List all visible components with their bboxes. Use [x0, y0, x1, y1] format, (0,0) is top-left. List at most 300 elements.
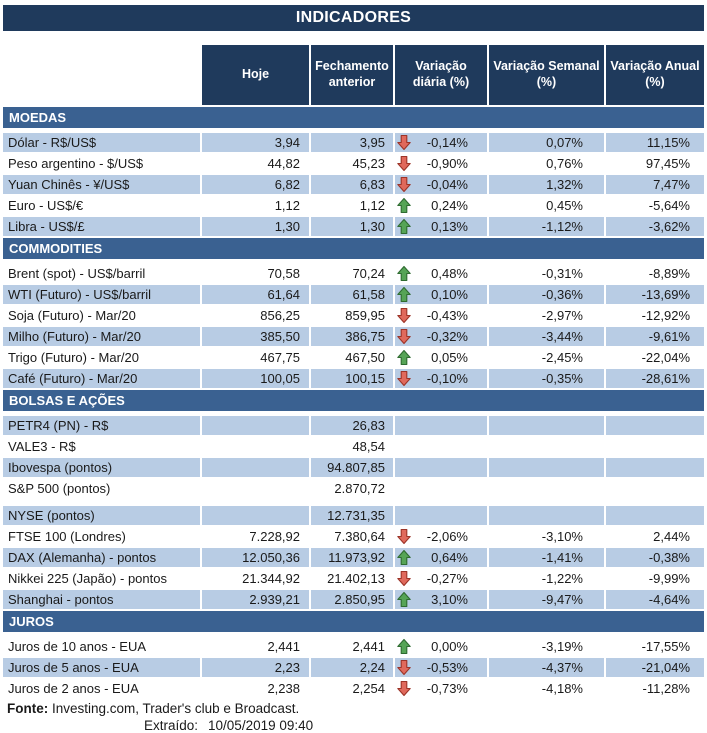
- cell-variacao-semanal[interactable]: [489, 348, 604, 367]
- row-label[interactable]: [3, 196, 200, 215]
- cell-value: 1,30: [274, 219, 300, 234]
- cell-hoje[interactable]: [202, 196, 309, 215]
- cell-variacao-semanal[interactable]: [489, 569, 604, 588]
- cell-value: 2,44%: [653, 529, 690, 544]
- cell-variacao-anual[interactable]: [606, 327, 704, 346]
- table-row: [3, 264, 704, 283]
- cell-hoje[interactable]: [202, 154, 309, 173]
- cell-value: -21,04%: [641, 660, 690, 675]
- cell-hoje[interactable]: [202, 306, 309, 325]
- cell-variacao-diaria[interactable]: [395, 416, 487, 435]
- cell-variacao-diaria[interactable]: [395, 285, 487, 304]
- cell-variacao-semanal[interactable]: [489, 506, 604, 525]
- cell-variacao-diaria[interactable]: [395, 306, 487, 325]
- cell-value: -22,04%: [641, 350, 690, 365]
- cell-value: FTSE 100 (Londres): [8, 529, 126, 544]
- table-row: [3, 458, 704, 477]
- header-spacer-cell: [3, 45, 200, 105]
- cell-fechamento[interactable]: [311, 458, 393, 477]
- cell-value: -2,06%: [426, 529, 468, 544]
- cell-value: Trigo (Futuro) - Mar/20: [8, 350, 139, 365]
- cell-value: PETR4 (PN) - R$: [8, 418, 109, 433]
- row-label[interactable]: [3, 369, 200, 388]
- cell-value: 1,30: [359, 219, 385, 234]
- cell-value: -0,53%: [426, 660, 468, 675]
- row-label[interactable]: [3, 217, 200, 236]
- row-label[interactable]: [3, 569, 200, 588]
- cell-hoje[interactable]: [202, 327, 309, 346]
- cell-variacao-anual[interactable]: [606, 154, 704, 173]
- cell-value: -1,41%: [541, 550, 583, 565]
- cell-value: 97,45%: [645, 156, 690, 171]
- cell-value: -17,55%: [641, 639, 690, 654]
- row-label[interactable]: [3, 154, 200, 173]
- cell-variacao-anual[interactable]: [606, 348, 704, 367]
- arrow-down-icon: [396, 307, 411, 324]
- cell-variacao-semanal[interactable]: [489, 264, 604, 283]
- row-label[interactable]: [3, 637, 200, 656]
- cell-variacao-semanal[interactable]: [489, 527, 604, 546]
- cell-fechamento[interactable]: [311, 348, 393, 367]
- cell-variacao-semanal[interactable]: [489, 658, 604, 677]
- cell-value: -28,61%: [641, 371, 690, 386]
- cell-value: Shanghai - pontos: [8, 592, 114, 607]
- cell-variacao-semanal[interactable]: [489, 327, 604, 346]
- arrow-down-icon: [396, 176, 411, 193]
- arrow-down-icon: [396, 659, 411, 676]
- cell-value: -1,12%: [541, 219, 583, 234]
- cell-hoje[interactable]: [202, 458, 309, 477]
- cell-hoje[interactable]: [202, 217, 309, 236]
- cell-hoje[interactable]: [202, 548, 309, 567]
- cell-hoje[interactable]: [202, 285, 309, 304]
- table-row: [3, 590, 704, 609]
- cell-fechamento[interactable]: [311, 527, 393, 546]
- cell-value: -0,32%: [426, 329, 468, 344]
- cell-value: 467,50: [345, 350, 385, 365]
- cell-value: 2,238: [267, 681, 300, 696]
- extracted-label: Extraído:: [144, 718, 199, 733]
- cell-value: 467,75: [260, 350, 300, 365]
- cell-value: 386,75: [345, 329, 385, 344]
- arrow-up-icon: [396, 265, 411, 282]
- cell-value: 7.228,92: [249, 529, 300, 544]
- table-row: [3, 658, 704, 677]
- cell-variacao-diaria[interactable]: [395, 133, 487, 152]
- cell-variacao-semanal[interactable]: [489, 175, 604, 194]
- cell-value: 21.402,13: [327, 571, 385, 586]
- cell-value: Euro - US$/€: [8, 198, 84, 213]
- cell-value: Juros de 2 anos - EUA: [8, 681, 139, 696]
- cell-value: 2,441: [352, 639, 385, 654]
- cell-hoje[interactable]: [202, 437, 309, 456]
- cell-variacao-anual[interactable]: [606, 369, 704, 388]
- cell-variacao-diaria[interactable]: [395, 264, 487, 283]
- cell-value: 859,95: [345, 308, 385, 323]
- table-body: [3, 107, 704, 698]
- cell-fechamento[interactable]: [311, 133, 393, 152]
- cell-variacao-diaria[interactable]: [395, 458, 487, 477]
- cell-value: 0,64%: [431, 550, 468, 565]
- cell-variacao-semanal[interactable]: [489, 217, 604, 236]
- cell-value: 0,07%: [546, 135, 583, 150]
- cell-value: -9,99%: [648, 571, 690, 586]
- cell-value: Dólar - R$/US$: [8, 135, 97, 150]
- cell-variacao-semanal[interactable]: [489, 479, 604, 498]
- cell-value: Libra - US$/£: [8, 219, 85, 234]
- cell-variacao-anual[interactable]: [606, 416, 704, 435]
- cell-value: 12.731,35: [327, 508, 385, 523]
- column-header-row: [3, 45, 704, 105]
- cell-value: -4,37%: [541, 660, 583, 675]
- cell-variacao-anual[interactable]: [606, 479, 704, 498]
- cell-fechamento[interactable]: [311, 175, 393, 194]
- cell-variacao-diaria[interactable]: [395, 590, 487, 609]
- cell-value: 0,45%: [546, 198, 583, 213]
- cell-variacao-semanal[interactable]: [489, 306, 604, 325]
- cell-variacao-anual[interactable]: [606, 658, 704, 677]
- cell-value: 100,15: [345, 371, 385, 386]
- cell-value: DAX (Alemanha) - pontos: [8, 550, 157, 565]
- cell-variacao-diaria[interactable]: [395, 548, 487, 567]
- table-row: [3, 196, 704, 215]
- cell-value: 3,94: [274, 135, 300, 150]
- cell-value: 1,12: [274, 198, 300, 213]
- cell-hoje[interactable]: [202, 679, 309, 698]
- extracted-timestamp: 10/05/2019 09:40: [208, 718, 314, 733]
- cell-value: 2,24: [359, 660, 385, 675]
- section-title: MOEDAS: [9, 110, 67, 125]
- arrow-up-icon: [396, 549, 411, 566]
- cell-hoje[interactable]: [202, 369, 309, 388]
- cell-variacao-anual[interactable]: [606, 590, 704, 609]
- row-label[interactable]: [3, 679, 200, 698]
- cell-fechamento[interactable]: [311, 506, 393, 525]
- cell-fechamento[interactable]: [311, 590, 393, 609]
- arrow-up-icon: [396, 286, 411, 303]
- page-title: INDICADORES: [295, 9, 412, 26]
- cell-value: 856,25: [260, 308, 300, 323]
- cell-value: 0,05%: [431, 350, 468, 365]
- cell-variacao-anual[interactable]: [606, 196, 704, 215]
- cell-fechamento[interactable]: [311, 479, 393, 498]
- cell-value: -4,64%: [648, 592, 690, 607]
- table-row: [3, 506, 704, 525]
- cell-value: -4,18%: [541, 681, 583, 696]
- cell-hoje[interactable]: [202, 175, 309, 194]
- row-label[interactable]: [3, 437, 200, 456]
- cell-fechamento[interactable]: [311, 437, 393, 456]
- section-title: BOLSAS E AÇÕES: [9, 393, 125, 408]
- row-label[interactable]: [3, 527, 200, 546]
- cell-variacao-anual[interactable]: [606, 437, 704, 456]
- arrow-up-icon: [396, 197, 411, 214]
- cell-value: -0,10%: [426, 371, 468, 386]
- cell-value: Café (Futuro) - Mar/20: [8, 371, 138, 386]
- cell-value: -12,92%: [641, 308, 690, 323]
- cell-variacao-anual[interactable]: [606, 637, 704, 656]
- row-label[interactable]: [3, 133, 200, 152]
- cell-variacao-diaria[interactable]: [395, 175, 487, 194]
- cell-value: -2,97%: [541, 308, 583, 323]
- cell-hoje[interactable]: [202, 658, 309, 677]
- cell-value: -3,10%: [541, 529, 583, 544]
- arrow-down-icon: [396, 134, 411, 151]
- cell-fechamento[interactable]: [311, 658, 393, 677]
- cell-hoje[interactable]: [202, 133, 309, 152]
- cell-hoje[interactable]: [202, 479, 309, 498]
- cell-value: Peso argentino - $/US$: [8, 156, 144, 171]
- cell-hoje[interactable]: [202, 527, 309, 546]
- cell-variacao-diaria[interactable]: [395, 348, 487, 367]
- cell-value: Nikkei 225 (Japão) - pontos: [8, 571, 167, 586]
- cell-value: 61,58: [352, 287, 385, 302]
- cell-variacao-diaria[interactable]: [395, 437, 487, 456]
- cell-value: NYSE (pontos): [8, 508, 95, 523]
- cell-value: 2.870,72: [334, 481, 385, 496]
- cell-variacao-diaria[interactable]: [395, 679, 487, 698]
- table-row: [3, 369, 704, 388]
- cell-fechamento[interactable]: [311, 548, 393, 567]
- cell-value: 2,254: [352, 681, 385, 696]
- cell-value: Ibovespa (pontos): [8, 460, 113, 475]
- cell-variacao-anual[interactable]: [606, 306, 704, 325]
- cell-value: 0,13%: [431, 219, 468, 234]
- table-row: [3, 133, 704, 152]
- cell-fechamento[interactable]: [311, 416, 393, 435]
- cell-value: Brent (spot) - US$/barril: [8, 266, 146, 281]
- row-label[interactable]: [3, 506, 200, 525]
- cell-fechamento[interactable]: [311, 369, 393, 388]
- cell-variacao-semanal[interactable]: [489, 285, 604, 304]
- cell-variacao-diaria[interactable]: [395, 369, 487, 388]
- cell-variacao-semanal[interactable]: [489, 133, 604, 152]
- cell-variacao-diaria[interactable]: [395, 217, 487, 236]
- cell-variacao-semanal[interactable]: [489, 369, 604, 388]
- cell-value: -0,14%: [426, 135, 468, 150]
- cell-variacao-anual[interactable]: [606, 679, 704, 698]
- arrow-down-icon: [396, 328, 411, 345]
- cell-variacao-diaria[interactable]: [395, 527, 487, 546]
- section-title: COMMODITIES: [9, 241, 103, 256]
- arrow-down-icon: [396, 570, 411, 587]
- cell-fechamento[interactable]: [311, 569, 393, 588]
- source-label: Fonte:: [7, 701, 49, 716]
- cell-value: 6,83: [359, 177, 385, 192]
- source-line: [3, 701, 704, 716]
- column-header-variacao-anual[interactable]: Variação Anual (%): [606, 45, 704, 105]
- arrow-up-icon: [396, 349, 411, 366]
- extracted-line: [3, 718, 704, 733]
- section-header-commodities: [3, 238, 704, 259]
- cell-variacao-anual[interactable]: [606, 569, 704, 588]
- row-label[interactable]: [3, 175, 200, 194]
- cell-value: -8,89%: [648, 266, 690, 281]
- cell-variacao-diaria[interactable]: [395, 479, 487, 498]
- cell-value: 7.380,64: [334, 529, 385, 544]
- cell-variacao-diaria[interactable]: [395, 637, 487, 656]
- arrow-up-icon: [396, 638, 411, 655]
- row-label[interactable]: [3, 479, 200, 498]
- cell-value: -11,28%: [642, 681, 690, 696]
- table-row: [3, 217, 704, 236]
- cell-variacao-diaria[interactable]: [395, 196, 487, 215]
- row-label[interactable]: [3, 416, 200, 435]
- row-label[interactable]: [3, 285, 200, 304]
- cell-value: VALE3 - R$: [8, 439, 76, 454]
- section-header-juros: [3, 611, 704, 632]
- cell-value: -0,90%: [426, 156, 468, 171]
- cell-variacao-anual[interactable]: [606, 175, 704, 194]
- row-label[interactable]: [3, 348, 200, 367]
- cell-value: 61,64: [267, 287, 300, 302]
- cell-variacao-diaria[interactable]: [395, 658, 487, 677]
- cell-value: 7,47%: [653, 177, 690, 192]
- cell-hoje[interactable]: [202, 506, 309, 525]
- cell-variacao-semanal[interactable]: [489, 416, 604, 435]
- cell-value: 11,15%: [646, 135, 690, 150]
- cell-variacao-semanal[interactable]: [489, 590, 604, 609]
- cell-value: 70,58: [267, 266, 300, 281]
- cell-variacao-anual[interactable]: [606, 285, 704, 304]
- cell-value: 11.973,92: [328, 550, 385, 565]
- table-row: [3, 175, 704, 194]
- table-row: [3, 327, 704, 346]
- table-row: [3, 348, 704, 367]
- cell-value: 26,83: [352, 418, 385, 433]
- cell-value: -5,64%: [648, 198, 690, 213]
- cell-fechamento[interactable]: [311, 285, 393, 304]
- row-label[interactable]: [3, 264, 200, 283]
- cell-value: 0,48%: [431, 266, 468, 281]
- row-label[interactable]: [3, 548, 200, 567]
- table-row: [3, 479, 704, 498]
- cell-value: Juros de 5 anos - EUA: [8, 660, 139, 675]
- cell-variacao-anual[interactable]: [606, 217, 704, 236]
- cell-value: 2.939,21: [249, 592, 300, 607]
- row-label[interactable]: [3, 327, 200, 346]
- column-header-variacao-diaria[interactable]: Variação diária (%): [395, 45, 487, 105]
- cell-value: 0,76%: [546, 156, 583, 171]
- cell-variacao-diaria[interactable]: [395, 154, 487, 173]
- cell-variacao-anual[interactable]: [606, 548, 704, 567]
- cell-variacao-semanal[interactable]: [489, 637, 604, 656]
- cell-value: 48,54: [352, 439, 385, 454]
- cell-variacao-anual[interactable]: [606, 506, 704, 525]
- title-bar: [3, 5, 704, 31]
- cell-variacao-diaria[interactable]: [395, 327, 487, 346]
- cell-variacao-semanal[interactable]: [489, 196, 604, 215]
- cell-value: 1,32%: [546, 177, 583, 192]
- cell-value: 0,10%: [431, 287, 468, 302]
- table-row: [3, 548, 704, 567]
- cell-fechamento[interactable]: [311, 154, 393, 173]
- cell-value: 2.850,95: [334, 592, 385, 607]
- cell-variacao-semanal[interactable]: [489, 458, 604, 477]
- cell-value: 6,82: [274, 177, 300, 192]
- cell-value: -0,43%: [426, 308, 468, 323]
- cell-fechamento[interactable]: [311, 637, 393, 656]
- cell-value: 3,10%: [431, 592, 468, 607]
- footer: [3, 701, 704, 733]
- column-header-hoje[interactable]: Hoje: [202, 45, 309, 105]
- arrow-down-icon: [396, 155, 411, 172]
- table-row: [3, 679, 704, 698]
- arrow-up-icon: [396, 218, 411, 235]
- cell-fechamento[interactable]: [311, 306, 393, 325]
- arrow-down-icon: [396, 528, 411, 545]
- cell-variacao-anual[interactable]: [606, 458, 704, 477]
- table-row: [3, 416, 704, 435]
- row-label[interactable]: [3, 590, 200, 609]
- cell-fechamento[interactable]: [311, 196, 393, 215]
- cell-fechamento[interactable]: [311, 327, 393, 346]
- column-header-fechamento-anterior[interactable]: Fechamento anterior: [311, 45, 393, 105]
- cell-hoje[interactable]: [202, 569, 309, 588]
- cell-value: 0,24%: [431, 198, 468, 213]
- section-header-bolsas-e-a-es: [3, 390, 704, 411]
- cell-value: Juros de 10 anos - EUA: [8, 639, 147, 654]
- cell-value: 2,23: [274, 660, 300, 675]
- cell-value: -0,31%: [541, 266, 583, 281]
- cell-variacao-diaria[interactable]: [395, 569, 487, 588]
- cell-value: 100,05: [260, 371, 300, 386]
- cell-value: 0,00%: [431, 639, 468, 654]
- arrow-down-icon: [396, 370, 411, 387]
- cell-value: -0,04%: [426, 177, 468, 192]
- cell-value: S&P 500 (pontos): [8, 481, 111, 496]
- cell-fechamento[interactable]: [311, 264, 393, 283]
- table-row: [3, 154, 704, 173]
- row-label[interactable]: [3, 658, 200, 677]
- table-row: [3, 437, 704, 456]
- cell-value: 2,441: [267, 639, 300, 654]
- cell-value: 70,24: [352, 266, 385, 281]
- cell-variacao-anual[interactable]: [606, 527, 704, 546]
- cell-variacao-semanal[interactable]: [489, 548, 604, 567]
- cell-value: -3,62%: [648, 219, 690, 234]
- cell-value: -0,38%: [648, 550, 690, 565]
- cell-value: 3,95: [359, 135, 385, 150]
- row-label[interactable]: [3, 306, 200, 325]
- cell-variacao-anual[interactable]: [606, 133, 704, 152]
- cell-value: 385,50: [260, 329, 300, 344]
- cell-hoje[interactable]: [202, 348, 309, 367]
- column-header-variacao-semanal[interactable]: Variação Semanal (%): [489, 45, 604, 105]
- cell-fechamento[interactable]: [311, 217, 393, 236]
- cell-value: -2,45%: [541, 350, 583, 365]
- cell-fechamento[interactable]: [311, 679, 393, 698]
- cell-variacao-semanal[interactable]: [489, 679, 604, 698]
- cell-hoje[interactable]: [202, 637, 309, 656]
- cell-value: -3,44%: [541, 329, 583, 344]
- cell-value: -9,47%: [541, 592, 583, 607]
- table-row: [3, 569, 704, 588]
- cell-value: WTI (Futuro) - US$/barril: [8, 287, 152, 302]
- cell-hoje[interactable]: [202, 416, 309, 435]
- cell-hoje[interactable]: [202, 264, 309, 283]
- cell-value: -9,61%: [648, 329, 690, 344]
- cell-variacao-semanal[interactable]: [489, 154, 604, 173]
- cell-variacao-anual[interactable]: [606, 264, 704, 283]
- cell-value: 45,23: [352, 156, 385, 171]
- row-label[interactable]: [3, 458, 200, 477]
- cell-hoje[interactable]: [202, 590, 309, 609]
- cell-value: 12.050,36: [242, 550, 300, 565]
- cell-variacao-diaria[interactable]: [395, 506, 487, 525]
- cell-variacao-semanal[interactable]: [489, 437, 604, 456]
- cell-value: 1,12: [359, 198, 385, 213]
